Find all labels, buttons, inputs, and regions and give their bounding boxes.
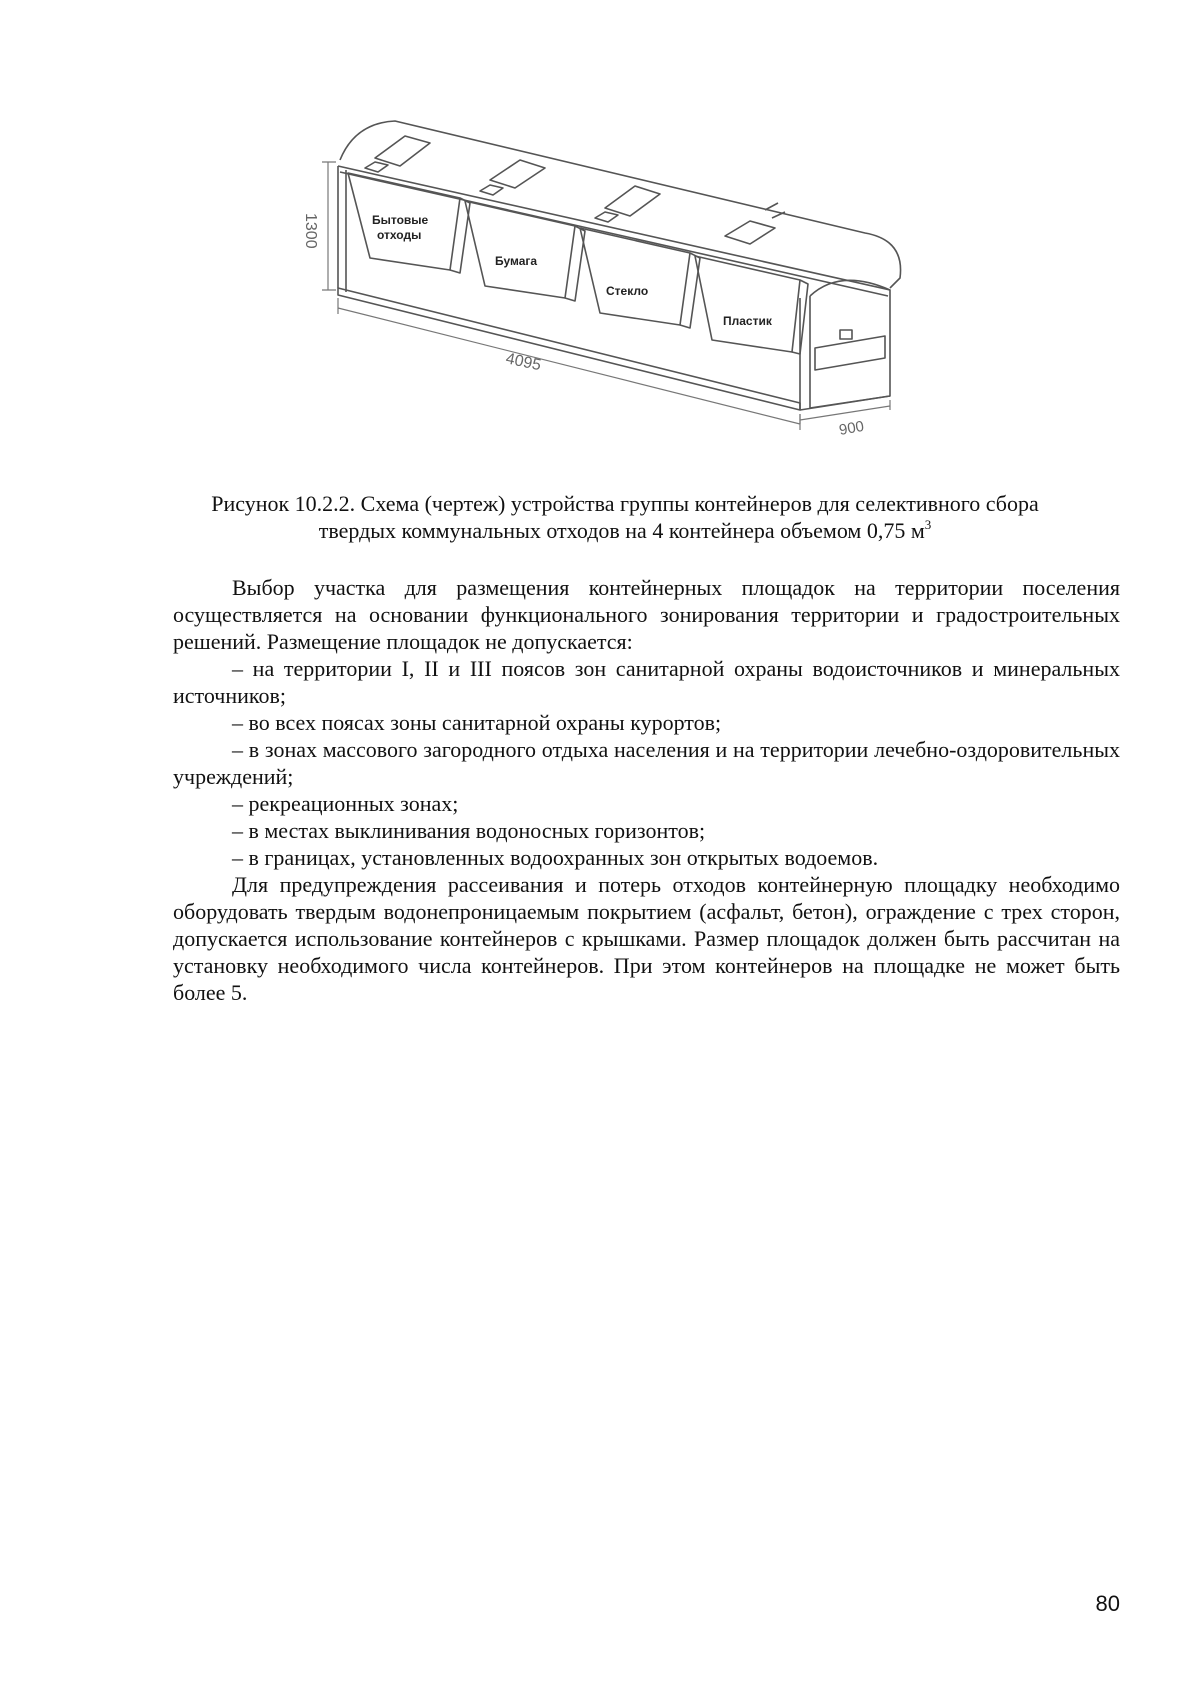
- lid-1: [375, 136, 430, 166]
- length-dimension-label: 4095: [504, 350, 543, 375]
- right-end-frame: [800, 280, 890, 410]
- bin-2-label: Бумага: [495, 254, 538, 268]
- paragraph-closing: Для предупреждения рассеивания и потерь отходов контейнерную площадку необходимо оборудовать твердым водонепроницаемым покрытием (асфальт, бетон), ограждение с трех сторон, допускается использование контейнеров с крышками. Размер площадок должен быть рассчитан на установку необходимого числа контейнеров. При этом контейнеров на площадке не может быть более 5.: [173, 872, 1120, 1005]
- list-item: – на территории I, II и III поясов зон санитарной охраны водоисточников и минеральных источников;: [173, 656, 1120, 708]
- bin-4-label: Пластик: [723, 314, 772, 328]
- lid-3: [605, 186, 660, 216]
- list-item: – во всех поясах зоны санитарной охраны курортов;: [232, 710, 722, 735]
- list-item: – в зонах массового загородного отдыха населения и на территории лечебно-оздоровительных учреждений;: [173, 737, 1120, 789]
- caption-line-1: Рисунок 10.2.2. Схема (чертеж) устройства группы контейнеров для селективного сбора: [211, 491, 1039, 516]
- base-rail: [338, 288, 800, 410]
- list-item: – в границах, установленных водоохранных зон открытых водоемов.: [232, 845, 879, 870]
- bin-4-outline: [695, 256, 800, 352]
- roof-outline: [340, 121, 901, 288]
- height-dimension-label: 1300: [302, 213, 319, 249]
- body-text: [173, 574, 1120, 1006]
- list-item: – в местах выклинивания водоносных горизонтов;: [232, 818, 706, 843]
- height-dimension-lines: [322, 162, 336, 290]
- depth-dimension-label: 900: [837, 417, 866, 439]
- bin-1-label-line1: Бытовые: [372, 213, 429, 227]
- caption-line-2: [150, 517, 1100, 544]
- bin-3-outline: [580, 228, 690, 325]
- bin-1-label-line2: отходы: [377, 228, 422, 242]
- list-item: – рекреационных зонах;: [232, 791, 459, 816]
- container-drawing-svg: [300, 118, 980, 468]
- container-group-drawing: [300, 118, 980, 468]
- lid-4: [725, 221, 775, 244]
- bin-3-label: Стекло: [606, 284, 649, 298]
- page-number: 80: [1095, 1591, 1120, 1616]
- paragraph-intro: Выбор участка для размещения контейнерных площадок на территории поселения осуществляется на основании функционального зонирования территории и градостроительных решений. Размещение площадок не допускается:: [173, 575, 1120, 654]
- lid-2: [490, 160, 545, 188]
- left-post: [338, 166, 346, 292]
- caption-superscript: 3: [924, 517, 932, 532]
- caption-line-2-text: твердых коммунальных отходов на 4 контейнера объемом 0,75 м: [318, 518, 925, 543]
- figure-caption: [150, 490, 1100, 544]
